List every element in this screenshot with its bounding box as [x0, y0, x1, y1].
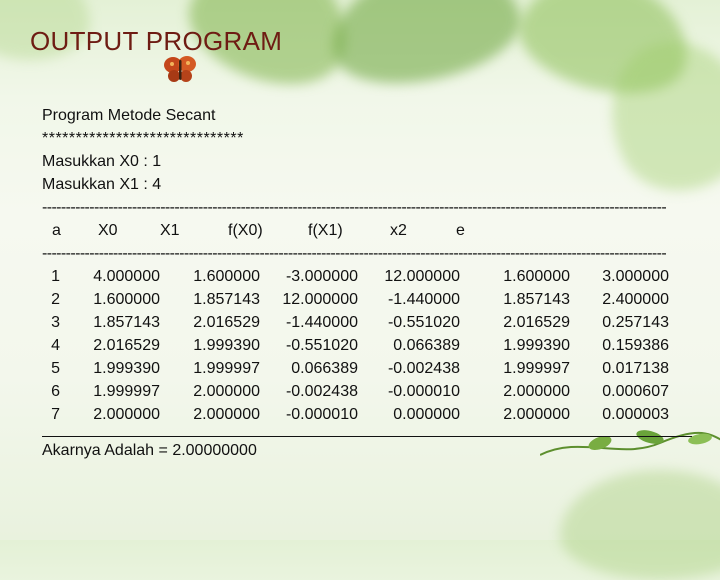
table-cell: 3	[51, 313, 60, 331]
table-cell: 2.000000	[193, 382, 260, 400]
slide-title: OUTPUT PROGRAM	[30, 26, 283, 56]
table-cell: 2.016529	[503, 313, 570, 331]
header-e: e	[456, 222, 465, 239]
dash-separator: ------------------------------------------------------------------------------------------------------------------------------------	[42, 199, 667, 216]
table-cell: 4.000000	[93, 267, 160, 285]
table-cell: 1.857143	[503, 290, 570, 308]
table-cell: 12.000000	[282, 290, 358, 308]
program-output	[42, 104, 692, 462]
header-fx0: f(X0)	[228, 222, 263, 239]
table-row	[42, 334, 669, 357]
background-leaf	[560, 470, 720, 580]
table-row	[42, 380, 669, 403]
table-cell: -0.551020	[387, 313, 460, 331]
table-cell: 6	[51, 382, 60, 400]
header-x1: X1	[160, 222, 180, 239]
table-cell: 0.000003	[602, 405, 669, 423]
dash-separator: ------------------------------------------------------------------------------------------------------------------------------------	[42, 245, 667, 262]
table-cell: 0.066389	[291, 359, 358, 377]
table-cell: 3.000000	[602, 267, 669, 285]
table-cell: 1.600000	[503, 267, 570, 285]
table-cell: 1.999390	[93, 359, 160, 377]
table-cell: 1.857143	[193, 290, 260, 308]
header-x0: X0	[98, 222, 118, 239]
table-cell: 1.857143	[93, 313, 160, 331]
table-cell: 2.016529	[193, 313, 260, 331]
table-cell: 1	[51, 267, 60, 285]
table-cell: -0.002438	[285, 382, 358, 400]
table-cell: 0.257143	[602, 313, 669, 331]
table-cell: 0.066389	[393, 336, 460, 354]
background-leaf	[321, 0, 530, 99]
header-a: a	[52, 222, 61, 239]
table-cell: 0.000000	[393, 405, 460, 423]
table-cell: 1.999997	[503, 359, 570, 377]
butterfly-icon	[162, 52, 198, 86]
iteration-table	[42, 265, 669, 426]
table-cell: -0.551020	[285, 336, 358, 354]
table-cell: 2.016529	[93, 336, 160, 354]
table-cell: -0.002438	[387, 359, 460, 377]
result-separator-line	[42, 436, 692, 437]
table-cell: 0.159386	[602, 336, 669, 354]
table-cell: -1.440000	[387, 290, 460, 308]
table-cell: 1.600000	[193, 267, 260, 285]
table-cell: 2.000000	[503, 382, 570, 400]
result-line: Akarnya Adalah = 2.00000000	[42, 442, 257, 459]
table-row	[42, 403, 669, 426]
table-cell: 1.999997	[93, 382, 160, 400]
table-row	[42, 265, 669, 288]
input-x1-line: Masukkan X1 : 4	[42, 176, 162, 193]
table-row	[42, 311, 669, 334]
program-heading: Program Metode Secant	[42, 107, 216, 124]
table-cell: -0.000010	[285, 405, 358, 423]
table-cell: 1.999390	[503, 336, 570, 354]
table-cell: 2.000000	[193, 405, 260, 423]
table-cell: -3.000000	[285, 267, 358, 285]
input-x0-line: Masukkan X0 : 1	[42, 153, 162, 170]
table-header	[42, 219, 692, 242]
table-cell: 7	[51, 405, 60, 423]
header-x2: x2	[390, 222, 407, 239]
table-cell: 0.017138	[602, 359, 669, 377]
header-fx1: f(X1)	[308, 222, 343, 239]
star-separator: ******************************	[42, 130, 244, 147]
table-cell: -0.000010	[387, 382, 460, 400]
table-cell: 2.400000	[602, 290, 669, 308]
table-cell: -1.440000	[285, 313, 358, 331]
table-cell: 5	[51, 359, 60, 377]
table-cell: 1.600000	[93, 290, 160, 308]
table-cell: 12.000000	[384, 267, 460, 285]
table-cell: 0.000607	[602, 382, 669, 400]
table-row	[42, 288, 669, 311]
table-cell: 2	[51, 290, 60, 308]
table-cell: 1.999997	[193, 359, 260, 377]
table-cell: 2.000000	[93, 405, 160, 423]
table-row	[42, 357, 669, 380]
table-cell: 4	[51, 336, 60, 354]
table-cell: 2.000000	[503, 405, 570, 423]
table-cell: 1.999390	[193, 336, 260, 354]
